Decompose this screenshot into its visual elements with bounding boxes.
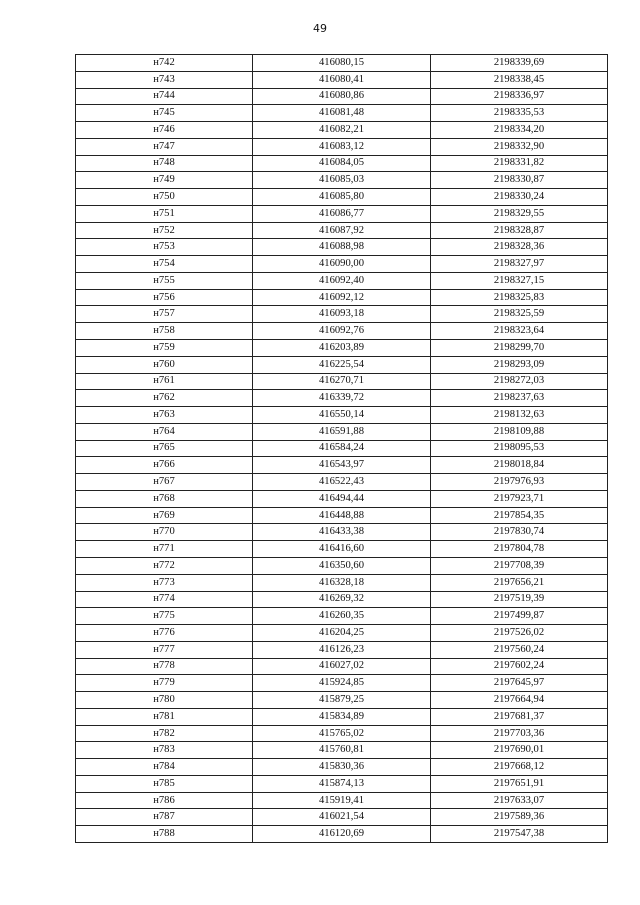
point-id-cell: н754 — [76, 256, 253, 273]
table-row — [76, 725, 608, 742]
point-id-cell: н746 — [76, 122, 253, 139]
y-coordinate-cell: 2198330,24 — [431, 189, 608, 206]
table-row — [76, 809, 608, 826]
table-row — [76, 390, 608, 407]
coordinates-table — [75, 54, 608, 843]
table-row — [76, 138, 608, 155]
point-id-cell: н785 — [76, 775, 253, 792]
y-coordinate-cell: 2197703,36 — [431, 725, 608, 742]
point-id-cell: н782 — [76, 725, 253, 742]
point-id-cell: н776 — [76, 625, 253, 642]
x-coordinate-cell: 416203,89 — [253, 340, 431, 357]
x-coordinate-cell: 416270,71 — [253, 373, 431, 390]
y-coordinate-cell: 2197547,38 — [431, 826, 608, 843]
y-coordinate-cell: 2197668,12 — [431, 759, 608, 776]
coordinates-table-body — [76, 55, 608, 843]
table-row — [76, 105, 608, 122]
table-row — [76, 88, 608, 105]
y-coordinate-cell: 2197664,94 — [431, 692, 608, 709]
table-row — [76, 172, 608, 189]
point-id-cell: н781 — [76, 708, 253, 725]
point-id-cell: н742 — [76, 55, 253, 72]
y-coordinate-cell: 2198293,09 — [431, 356, 608, 373]
point-id-cell: н763 — [76, 407, 253, 424]
y-coordinate-cell: 2197651,91 — [431, 775, 608, 792]
y-coordinate-cell: 2197602,24 — [431, 658, 608, 675]
x-coordinate-cell: 416092,12 — [253, 289, 431, 306]
x-coordinate-cell: 416082,21 — [253, 122, 431, 139]
page-number: 49 — [313, 22, 327, 35]
y-coordinate-cell: 2198272,03 — [431, 373, 608, 390]
table-row — [76, 323, 608, 340]
x-coordinate-cell: 415919,41 — [253, 792, 431, 809]
x-coordinate-cell: 416088,98 — [253, 239, 431, 256]
table-row — [76, 625, 608, 642]
x-coordinate-cell: 416550,14 — [253, 407, 431, 424]
table-row — [76, 591, 608, 608]
x-coordinate-cell: 416084,05 — [253, 155, 431, 172]
x-coordinate-cell: 416543,97 — [253, 457, 431, 474]
y-coordinate-cell: 2197499,87 — [431, 608, 608, 625]
point-id-cell: н757 — [76, 306, 253, 323]
x-coordinate-cell: 416522,43 — [253, 474, 431, 491]
table-row — [76, 306, 608, 323]
table-row — [76, 775, 608, 792]
point-id-cell: н753 — [76, 239, 253, 256]
x-coordinate-cell: 416087,92 — [253, 222, 431, 239]
point-id-cell: н745 — [76, 105, 253, 122]
x-coordinate-cell: 416225,54 — [253, 356, 431, 373]
table-row — [76, 155, 608, 172]
table-row — [76, 55, 608, 72]
y-coordinate-cell: 2198299,70 — [431, 340, 608, 357]
x-coordinate-cell: 416083,12 — [253, 138, 431, 155]
table-row — [76, 742, 608, 759]
point-id-cell: н772 — [76, 557, 253, 574]
x-coordinate-cell: 415874,13 — [253, 775, 431, 792]
y-coordinate-cell: 2198237,63 — [431, 390, 608, 407]
x-coordinate-cell: 416080,15 — [253, 55, 431, 72]
table-row — [76, 189, 608, 206]
y-coordinate-cell: 2197976,93 — [431, 474, 608, 491]
point-id-cell: н744 — [76, 88, 253, 105]
x-coordinate-cell: 416494,44 — [253, 490, 431, 507]
x-coordinate-cell: 416126,23 — [253, 641, 431, 658]
table-row — [76, 675, 608, 692]
x-coordinate-cell: 416120,69 — [253, 826, 431, 843]
y-coordinate-cell: 2198339,69 — [431, 55, 608, 72]
point-id-cell: н783 — [76, 742, 253, 759]
y-coordinate-cell: 2198329,55 — [431, 205, 608, 222]
y-coordinate-cell: 2198336,97 — [431, 88, 608, 105]
y-coordinate-cell: 2197589,36 — [431, 809, 608, 826]
point-id-cell: н761 — [76, 373, 253, 390]
table-row — [76, 356, 608, 373]
y-coordinate-cell: 2198331,82 — [431, 155, 608, 172]
table-row — [76, 524, 608, 541]
y-coordinate-cell: 2198325,83 — [431, 289, 608, 306]
y-coordinate-cell: 2197923,71 — [431, 490, 608, 507]
point-id-cell: н773 — [76, 574, 253, 591]
table-row — [76, 826, 608, 843]
point-id-cell: н786 — [76, 792, 253, 809]
point-id-cell: н768 — [76, 490, 253, 507]
y-coordinate-cell: 2197708,39 — [431, 557, 608, 574]
point-id-cell: н755 — [76, 272, 253, 289]
point-id-cell: н750 — [76, 189, 253, 206]
x-coordinate-cell: 416081,48 — [253, 105, 431, 122]
point-id-cell: н780 — [76, 692, 253, 709]
y-coordinate-cell: 2198335,53 — [431, 105, 608, 122]
x-coordinate-cell: 416080,41 — [253, 71, 431, 88]
y-coordinate-cell: 2198330,87 — [431, 172, 608, 189]
x-coordinate-cell: 416416,60 — [253, 541, 431, 558]
point-id-cell: н764 — [76, 423, 253, 440]
table-row — [76, 507, 608, 524]
point-id-cell: н788 — [76, 826, 253, 843]
table-row — [76, 222, 608, 239]
table-row — [76, 574, 608, 591]
x-coordinate-cell: 416591,88 — [253, 423, 431, 440]
table-row — [76, 692, 608, 709]
point-id-cell: н760 — [76, 356, 253, 373]
table-row — [76, 557, 608, 574]
point-id-cell: н777 — [76, 641, 253, 658]
x-coordinate-cell: 416260,35 — [253, 608, 431, 625]
table-row — [76, 407, 608, 424]
table-row — [76, 641, 608, 658]
x-coordinate-cell: 415879,25 — [253, 692, 431, 709]
y-coordinate-cell: 2197804,78 — [431, 541, 608, 558]
point-id-cell: н784 — [76, 759, 253, 776]
point-id-cell: н762 — [76, 390, 253, 407]
table-row — [76, 205, 608, 222]
table-row — [76, 759, 608, 776]
table-row — [76, 474, 608, 491]
table-row — [76, 272, 608, 289]
x-coordinate-cell: 416350,60 — [253, 557, 431, 574]
y-coordinate-cell: 2198323,64 — [431, 323, 608, 340]
x-coordinate-cell: 416085,03 — [253, 172, 431, 189]
y-coordinate-cell: 2197560,24 — [431, 641, 608, 658]
x-coordinate-cell: 415834,89 — [253, 708, 431, 725]
point-id-cell: н749 — [76, 172, 253, 189]
x-coordinate-cell: 416086,77 — [253, 205, 431, 222]
x-coordinate-cell: 416027,02 — [253, 658, 431, 675]
point-id-cell: н779 — [76, 675, 253, 692]
x-coordinate-cell: 416090,00 — [253, 256, 431, 273]
x-coordinate-cell: 416092,76 — [253, 323, 431, 340]
table-row — [76, 423, 608, 440]
x-coordinate-cell: 416339,72 — [253, 390, 431, 407]
point-id-cell: н756 — [76, 289, 253, 306]
y-coordinate-cell: 2197830,74 — [431, 524, 608, 541]
point-id-cell: н758 — [76, 323, 253, 340]
table-row — [76, 71, 608, 88]
table-row — [76, 457, 608, 474]
y-coordinate-cell: 2197519,39 — [431, 591, 608, 608]
y-coordinate-cell: 2198327,15 — [431, 272, 608, 289]
x-coordinate-cell: 416093,18 — [253, 306, 431, 323]
y-coordinate-cell: 2197656,21 — [431, 574, 608, 591]
point-id-cell: н743 — [76, 71, 253, 88]
y-coordinate-cell: 2198132,63 — [431, 407, 608, 424]
y-coordinate-cell: 2197854,35 — [431, 507, 608, 524]
x-coordinate-cell: 415924,85 — [253, 675, 431, 692]
point-id-cell: н775 — [76, 608, 253, 625]
y-coordinate-cell: 2197681,37 — [431, 708, 608, 725]
x-coordinate-cell: 416328,18 — [253, 574, 431, 591]
x-coordinate-cell: 416584,24 — [253, 440, 431, 457]
y-coordinate-cell: 2198338,45 — [431, 71, 608, 88]
y-coordinate-cell: 2198328,87 — [431, 222, 608, 239]
table-row — [76, 708, 608, 725]
x-coordinate-cell: 416204,25 — [253, 625, 431, 642]
point-id-cell: н778 — [76, 658, 253, 675]
x-coordinate-cell: 416092,40 — [253, 272, 431, 289]
y-coordinate-cell: 2198334,20 — [431, 122, 608, 139]
point-id-cell: н752 — [76, 222, 253, 239]
y-coordinate-cell: 2198327,97 — [431, 256, 608, 273]
point-id-cell: н747 — [76, 138, 253, 155]
table-row — [76, 289, 608, 306]
point-id-cell: н769 — [76, 507, 253, 524]
table-row — [76, 373, 608, 390]
y-coordinate-cell: 2198332,90 — [431, 138, 608, 155]
point-id-cell: н765 — [76, 440, 253, 457]
table-row — [76, 440, 608, 457]
point-id-cell: н774 — [76, 591, 253, 608]
y-coordinate-cell: 2198325,59 — [431, 306, 608, 323]
y-coordinate-cell: 2198095,53 — [431, 440, 608, 457]
x-coordinate-cell: 416085,80 — [253, 189, 431, 206]
table-row — [76, 490, 608, 507]
table-row — [76, 239, 608, 256]
y-coordinate-cell: 2198109,88 — [431, 423, 608, 440]
point-id-cell: н748 — [76, 155, 253, 172]
y-coordinate-cell: 2197690,01 — [431, 742, 608, 759]
y-coordinate-cell: 2197645,97 — [431, 675, 608, 692]
x-coordinate-cell: 416021,54 — [253, 809, 431, 826]
y-coordinate-cell: 2197526,02 — [431, 625, 608, 642]
point-id-cell: н771 — [76, 541, 253, 558]
table-row — [76, 256, 608, 273]
x-coordinate-cell: 416080,86 — [253, 88, 431, 105]
point-id-cell: н766 — [76, 457, 253, 474]
x-coordinate-cell: 415760,81 — [253, 742, 431, 759]
point-id-cell: н767 — [76, 474, 253, 491]
point-id-cell: н770 — [76, 524, 253, 541]
table-row — [76, 122, 608, 139]
point-id-cell: н787 — [76, 809, 253, 826]
y-coordinate-cell: 2198018,84 — [431, 457, 608, 474]
table-row — [76, 658, 608, 675]
point-id-cell: н751 — [76, 205, 253, 222]
x-coordinate-cell: 416269,32 — [253, 591, 431, 608]
x-coordinate-cell: 416448,88 — [253, 507, 431, 524]
y-coordinate-cell: 2197633,07 — [431, 792, 608, 809]
table-row — [76, 541, 608, 558]
table-row — [76, 792, 608, 809]
x-coordinate-cell: 416433,38 — [253, 524, 431, 541]
table-row — [76, 340, 608, 357]
x-coordinate-cell: 415765,02 — [253, 725, 431, 742]
y-coordinate-cell: 2198328,36 — [431, 239, 608, 256]
table-row — [76, 608, 608, 625]
x-coordinate-cell: 415830,36 — [253, 759, 431, 776]
point-id-cell: н759 — [76, 340, 253, 357]
